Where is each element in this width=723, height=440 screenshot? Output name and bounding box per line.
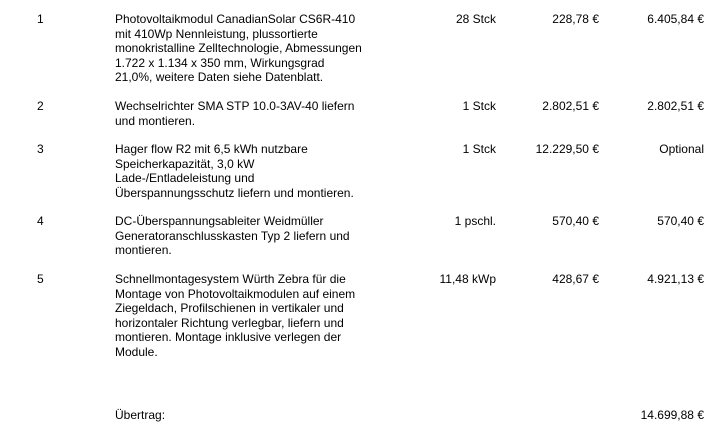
description-line: Generatoranschlusskasten Typ 2 liefern und	[115, 228, 350, 243]
item-position: 2	[37, 99, 44, 113]
description-line: montieren.	[115, 243, 172, 257]
item-unit-price: 228,78 €	[552, 12, 599, 26]
item-quantity: 11,48 kWp	[439, 272, 496, 286]
description-line: Lade-/Entladeleistung und	[115, 171, 255, 185]
description-line: DC-Überspannungsableiter Weidmüller	[115, 214, 324, 228]
item-total: 4.921,13 €	[647, 272, 704, 286]
description-line: Ziegeldach, Profilschienen in vertikaler und	[115, 301, 344, 315]
description-line: horizontaler Richtung verlegbar, liefern und	[115, 315, 344, 330]
item-total: 2.802,51 €	[647, 99, 704, 113]
item-description	[115, 99, 405, 128]
item-unit-price: 2.802,51 €	[542, 99, 599, 113]
description-line: Montage von Photovoltaikmodulen auf einem	[115, 286, 356, 301]
description-line: Module.	[115, 344, 158, 359]
item-description	[115, 214, 405, 258]
item-unit-price: 12.229,50 €	[535, 142, 599, 156]
description-line: monokristalline Zelltechnologie, Abmessungen	[115, 41, 362, 55]
item-total: 570,40 €	[657, 214, 704, 228]
description-line: und montieren.	[115, 113, 196, 128]
item-quantity: 1 pschl.	[454, 214, 496, 228]
description-line: 1.722 x 1.134 x 350 mm, Wirkungsgrad	[115, 55, 325, 70]
item-quantity: 1 Stck	[462, 142, 496, 156]
description-line: mit 410Wp Nennleistung, plussortierte	[115, 26, 318, 41]
description-line: montieren. Montage inklusive verlegen der	[115, 330, 342, 344]
item-description	[115, 272, 405, 359]
item-position: 4	[37, 214, 44, 228]
carry-over-value: 14.699,88 €	[640, 408, 704, 422]
item-position: 5	[37, 272, 44, 286]
item-quantity: 28 Stck	[455, 12, 496, 26]
item-unit-price: 428,67 €	[552, 272, 599, 286]
item-description	[115, 142, 405, 200]
description-line: Schnellmontagesystem Würth Zebra für die	[115, 272, 346, 286]
item-total: 6.405,84 €	[647, 12, 704, 26]
item-quantity: 1 Stck	[462, 99, 496, 113]
item-unit-price: 570,40 €	[552, 214, 599, 228]
carry-over-label: Übertrag:	[115, 408, 166, 422]
item-total: Optional	[659, 142, 704, 156]
description-line: Speicherkapazität, 3,0 kW	[115, 156, 255, 171]
description-line: Hager flow R2 mit 6,5 kWh nutzbare	[115, 142, 308, 156]
item-description	[115, 12, 405, 85]
description-line: Photovoltaikmodul CanadianSolar CS6R-410	[115, 12, 356, 26]
description-line: Wechselrichter SMA STP 10.0-3AV-40 liefern	[115, 99, 355, 113]
description-line: 21,0%, weitere Daten siehe Datenblatt.	[115, 70, 324, 84]
description-line: Überspannungsschutz liefern und montieren.	[115, 185, 354, 200]
item-position: 3	[37, 142, 44, 156]
item-position: 1	[37, 12, 44, 26]
